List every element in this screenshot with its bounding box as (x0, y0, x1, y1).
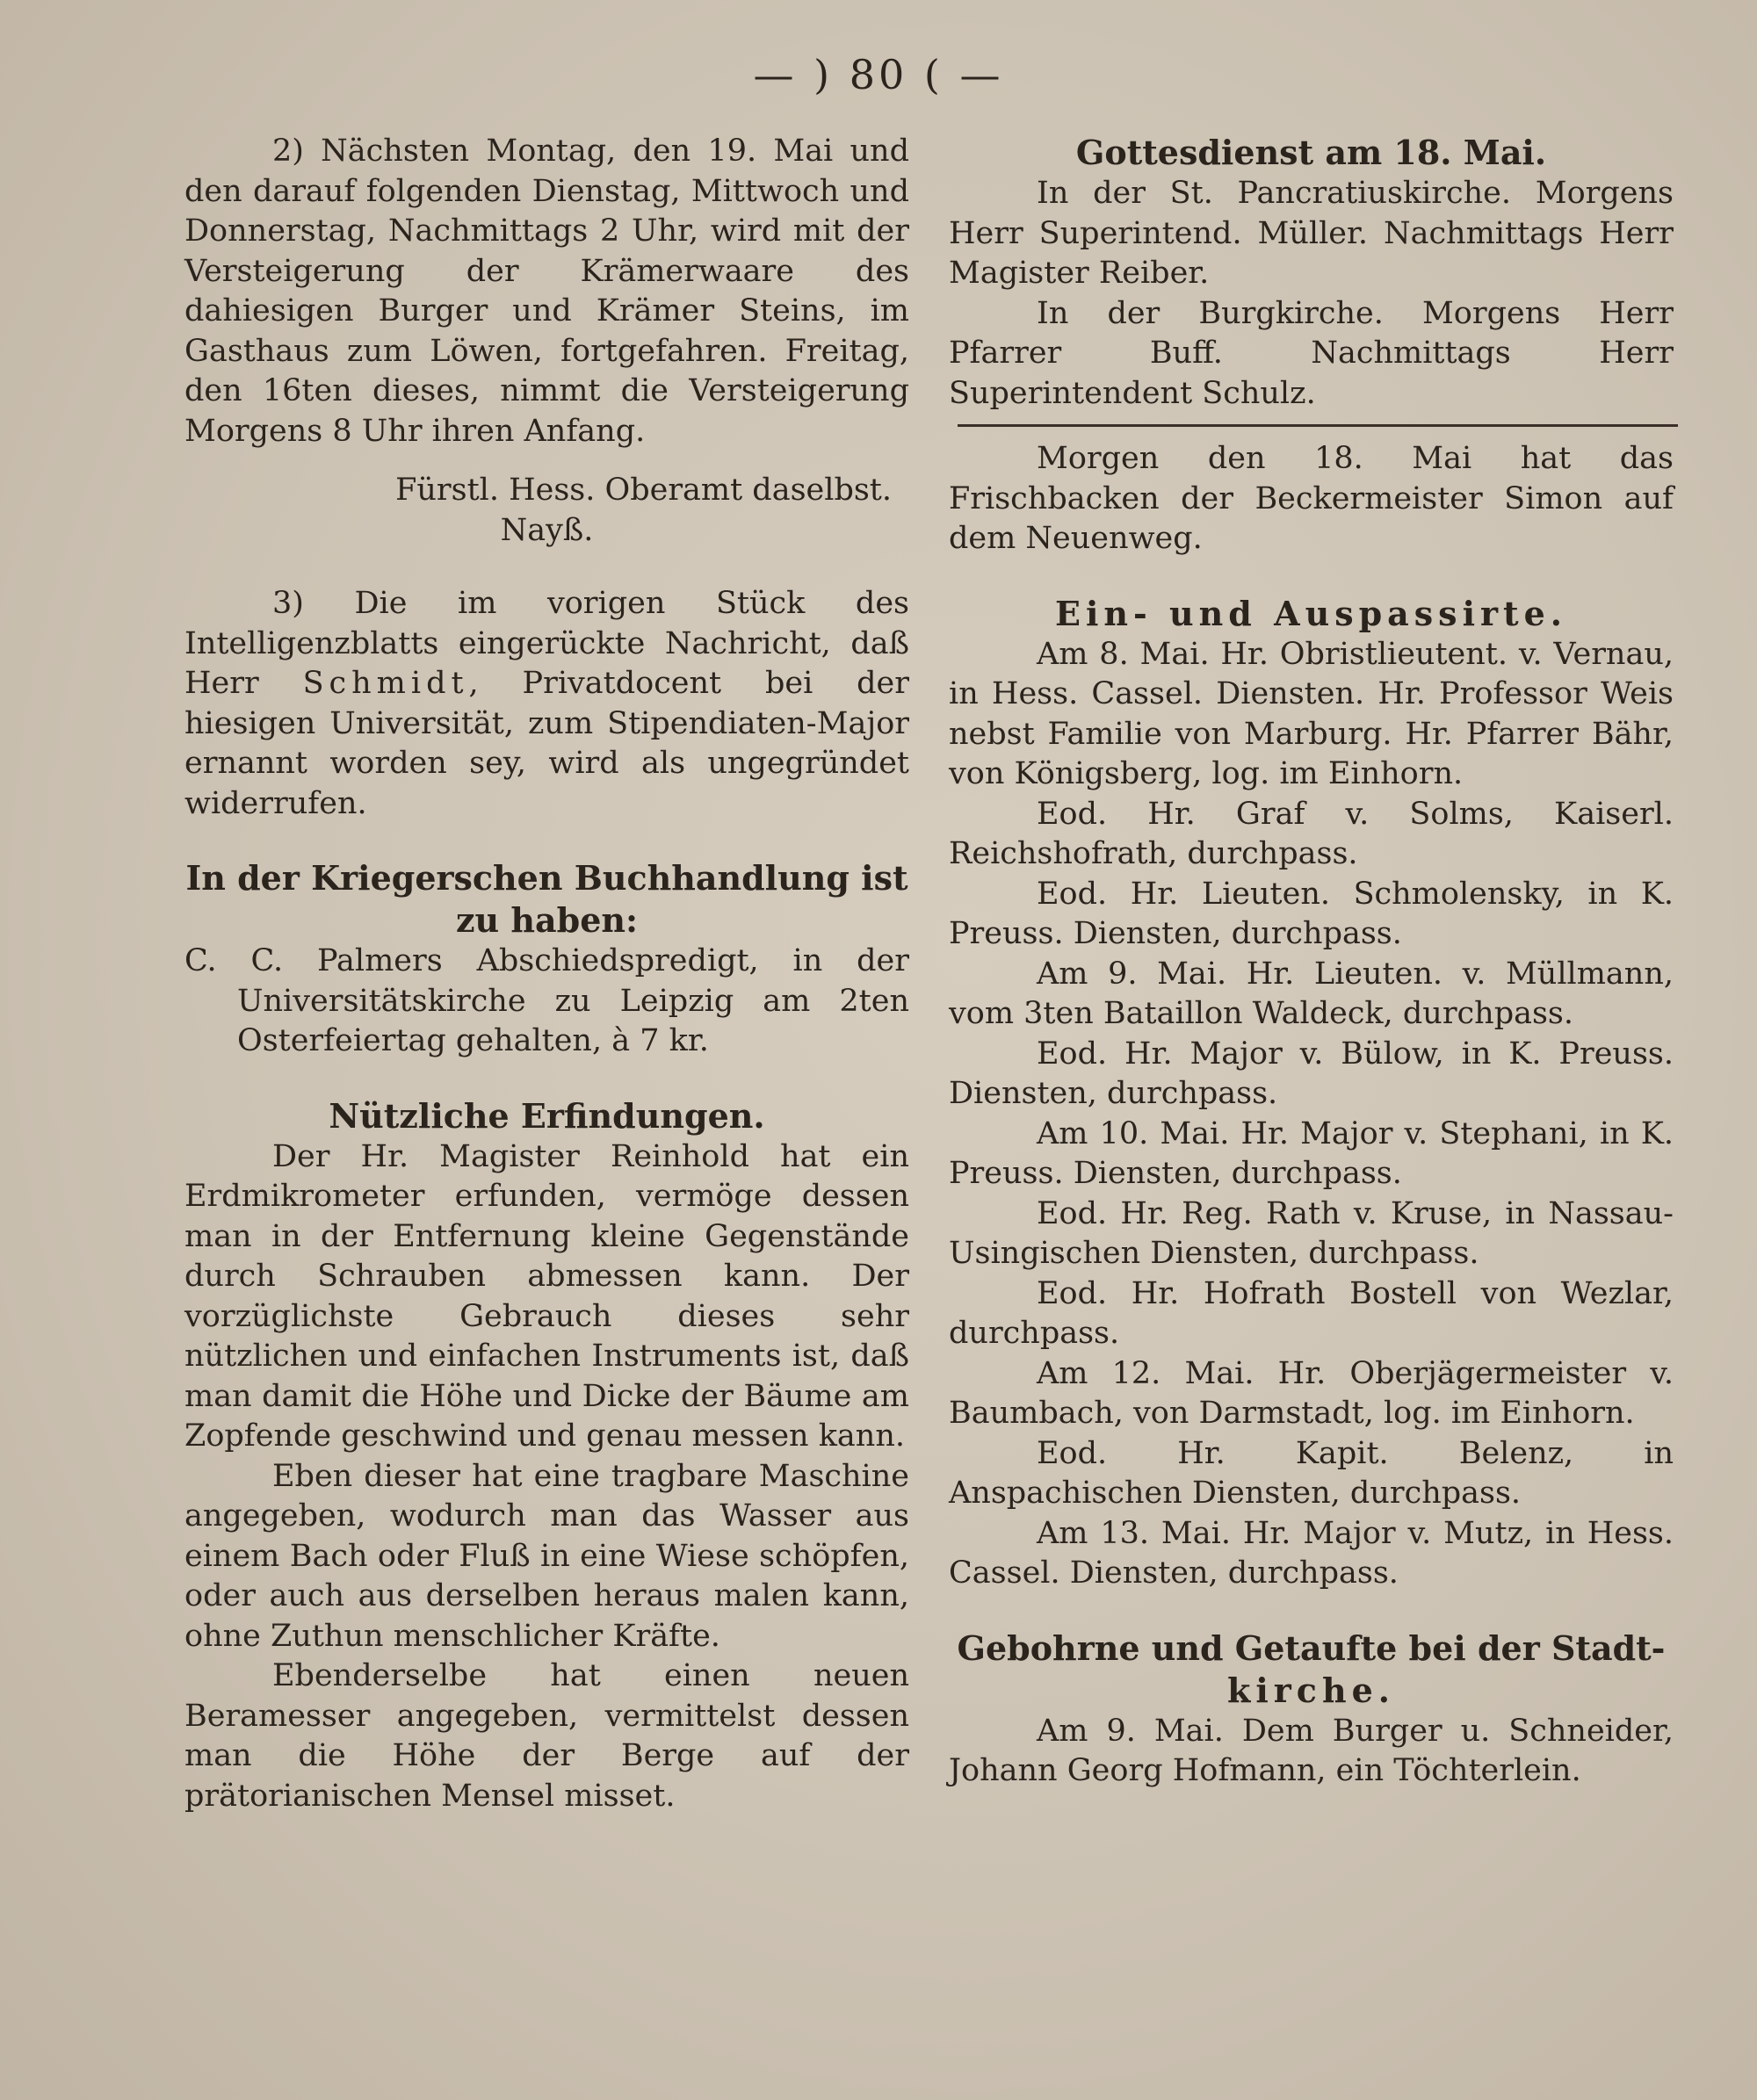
baker-notice: Morgen den 18. Mai hat das Frischbacken der Beckermeister Simon auf dem Neuenweg. (949, 441, 1674, 556)
traveller-entry: Eod. Hr. Kapit. Belenz, in Anspachischen Diensten, durchpass. (949, 1435, 1674, 1511)
births-entry: Am 9. Mai. Dem Burger u. Schneider, Johann Georg Hofmann, ein Töchterlein. (949, 1713, 1674, 1788)
traveller-entry: Eod. Hr. Hofrath Bostell von Wezlar, durchpass. (949, 1275, 1674, 1351)
traveller-entry: Am 9. Mai. Hr. Lieuten. v. Müllmann, vom 3ten Bataillon Waldeck, durchpass. (949, 956, 1674, 1031)
notice-3-post: , Privatdocent bei der hiesigen Universität, zum Stipendiaten-Major ernannt worden sey, wird als ungegründet widerrufen. (184, 666, 909, 821)
service-heading: Gottesdienst am 18. Mai. (1075, 133, 1547, 172)
traveller-entry: Eod. Hr. Graf v. Solms, Kaiserl. Reichshofrath, durchpass. (949, 796, 1674, 871)
signature-name: Nayß. (500, 512, 594, 548)
bookshop-item: C. C. Palmers Abschiedspredigt, in der Universitätskirche zu Leipzig am 2ten Osterfeiertag gehalten, à 7 kr. (184, 943, 909, 1058)
traveller-entry: Eod. Hr. Lieuten. Schmolensky, in K. Preuss. Diensten, durchpass. (949, 876, 1674, 951)
right-column (949, 132, 1674, 1792)
births-heading-line-2: kirche. (1227, 1670, 1395, 1710)
traveller-entry: Am 13. Mai. Hr. Major v. Mutz, in Hess. Cassel. Diensten, durchpass. (949, 1515, 1674, 1591)
traveller-entry: Eod. Hr. Major v. Bülow, in K. Preuss. Diensten, durchpass. (949, 1036, 1674, 1111)
inventions-paragraph-2: Eben dieser hat eine tragbare Maschine angegeben, wodurch man das Wasser aus einem Bach oder Fluß in eine Wiese schöpfen, oder auch aus derselben heraus malen kann, ohne Zuthun menschlicher Kräfte. (184, 1458, 909, 1654)
section-divider (958, 424, 1678, 427)
traveller-entry: Am 8. Mai. Hr. Obristlieutent. v. Vernau, in Hess. Cassel. Diensten. Hr. Professor Weis nebst Familie von Marburg. Hr. Pfarrer Bähr, von Königsberg, log. im Einhorn. (949, 636, 1674, 791)
left-column (184, 132, 909, 1816)
traveller-entry: Am 10. Mai. Hr. Major v. Stephani, in K. Preuss. Diensten, durchpass. (949, 1115, 1674, 1191)
inventions-paragraph-1: Der Hr. Magister Reinhold hat ein Erdmikrometer erfunden, vermöge dessen man in der Entfernung kleine Gegenstände durch Schrauben abmessen kann. Der vorzüglichste Gebrauch dieses sehr nützlichen und einfachen Instruments ist, daß man damit die Höhe und Dicke der Bäume am Zopfende geschwind und genau messen kann. (184, 1138, 909, 1454)
signature-office: Fürstl. Hess. Oberamt daselbst. (395, 473, 892, 508)
inventions-paragraph-3: Ebenderselbe hat einen neuen Beramesser angegeben, vermittelst dessen man die Höhe der Berge auf der prätorianischen Mensel misset. (184, 1658, 909, 1814)
service-pancratius: In der St. Pancratiuskirche. Morgens Herr Superintend. Müller. Nachmittags Herr Magister Reiber. (949, 176, 1674, 291)
bookshop-heading: In der Kriegerschen Buchhandlung ist zu haben: (185, 858, 908, 940)
travellers-heading: Ein- und Auspassirte. (1055, 593, 1567, 633)
notice-2: 2) Nächsten Montag, den 19. Mai und den darauf folgenden Dienstag, Mittwoch und Donnerstag, Nachmittags 2 Uhr, wird mit der Versteigerung der Krämerwaare des dahiesigen Burger und Krämer Steins, im Gasthaus zum Löwen, fortgefahren. Freitag, den 16ten dieses, nimmt die Versteigerung Morgens 8 Uhr ihren Anfang. (184, 134, 909, 449)
traveller-entry: Eod. Hr. Reg. Rath v. Kruse, in Nassau-Usingischen Diensten, durchpass. (949, 1195, 1674, 1271)
inventions-heading: Nützliche Erfindungen. (329, 1095, 765, 1136)
traveller-entry: Am 12. Mai. Hr. Oberjägermeister v. Baumbach, von Darmstadt, log. im Einhorn. (949, 1355, 1674, 1431)
notice-3-pre: 3) Die im vorigen Stück des Intelligenzblatts eingerückte Nachricht, daß Herr (184, 586, 909, 701)
page-number: — ) 80 ( — (753, 51, 1004, 98)
births-heading-line-1: Gebohrne und Getaufte bei der Stadt- (957, 1627, 1666, 1668)
service-burgkirche: In der Burgkirche. Morgens Herr Pfarrer Buff. Nachmittags Herr Superintendent Schulz. (949, 295, 1674, 411)
notice-3-name: Schmidt (302, 666, 469, 701)
notice-3 (184, 584, 909, 824)
